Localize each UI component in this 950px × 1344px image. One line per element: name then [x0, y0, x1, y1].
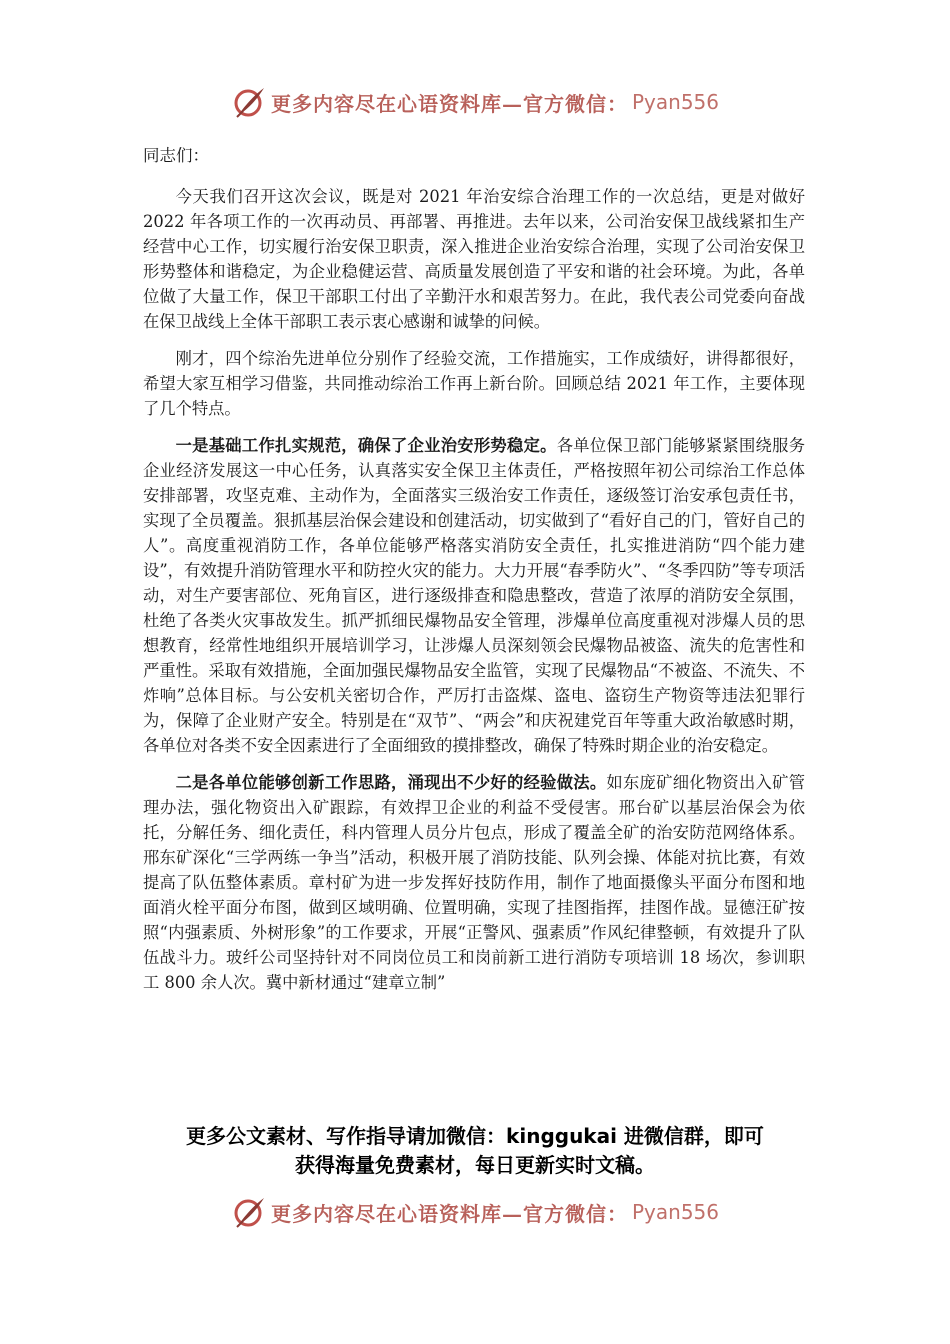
footer-banner-text: 更多内容尽在心语资料库—官方微信：	[270, 1201, 628, 1226]
header-banner-text: 更多内容尽在心语资料库—官方微信：	[270, 91, 628, 116]
header-banner	[0, 82, 950, 122]
footer-banner-wechat-id: Pyan556	[631, 1200, 719, 1224]
document-body	[143, 143, 805, 1007]
header-banner-wechat-id: Pyan556	[631, 90, 719, 114]
paragraph-2-text: 刚才，四个综治先进单位分别作了经验交流，工作措施实，工作成绩好，讲得都很好，希望大家互相学习借鉴，共同推动综治工作再上新台阶。回顾总结 2021 年工作，主要体现了几个特点。	[143, 349, 805, 418]
promo-line-2: 获得海量免费素材，每日更新实时文稿。	[295, 1153, 655, 1177]
promo-notice	[120, 1122, 830, 1180]
paragraph-3-lead: 一是基础工作扎实规范，确保了企业治安形势稳定。	[175, 436, 557, 455]
paragraph-4	[143, 770, 805, 995]
paragraph-3	[143, 433, 805, 758]
promo-line-1: 更多公文素材、写作指导请加微信：kinggukai 进微信群，即可	[186, 1124, 764, 1148]
paragraph-2	[143, 346, 805, 421]
salutation: 同志们：	[143, 146, 209, 165]
paragraph-3-text: 各单位保卫部门能够紧紧围绕服务企业经济发展这一中心任务，认真落实安全保卫主体责任，严格按照年初公司综治工作总体安排部署，攻坚克难、主动作为，全面落实三级治安工作责任，逐级签订治安承包责任书，实现了全员覆盖。狠抓基层治保会建设和创建活动，切实做到了“看好自己的门，管好自己的人”。高度重视消防工作，各单位能够严格落实消防安全责任，扎实推进消防“四个能力建设”，有效提升消防管理水平和防控火灾的能力。大力开展“春季防火”、“冬季四防”等专项活动，对生产要害部位、死角盲区，进行逐级排查和隐患整改，营造了浓厚的消防安全氛围，杜绝了各类火灾事故发生。抓严抓细民爆物品安全管理，涉爆单位高度重视对涉爆人员的思想教育，经常性地组织开展培训学习，让涉爆人员深刻领会民爆物品被盗、流失的危害性和严重性。采取有效措施，全面加强民爆物品安全监管，实现了民爆物品“不被盗、不流失、不炸响”总体目标。与公安机关密切合作，严厉打击盗煤、盗电、盗窃生产物资等违法犯罪行为，保障了企业财产安全。特别是在“双节”、“两会”和庆祝建党百年等重大政治敏感时期，各单位对各类不安全因素进行了全面细致的摸排整改，确保了特殊时期企业的治安稳定。	[143, 436, 805, 755]
paragraph-1	[143, 184, 805, 334]
paragraph-1-text: 今天我们召开这次会议，既是对 2021 年治安综合治理工作的一次总结，更是对做好 2022 年各项工作的一次再动员、再部署、再推进。去年以来，公司治安保卫战线紧扣生产经营中心工作，切实履行治安保卫职责，深入推进企业治安综合治理，实现了公司治安保卫形势整体和谐稳定，为企业稳健运营、高质量发展创造了平安和谐的社会环境。为此，各单位做了大量工作，保卫干部职工付出了辛勤汗水和艰苦努力。在此，我代表公司党委向奋战在保卫战线上全体干部职工表示衷心感谢和诚挚的问候。	[143, 187, 805, 331]
quill-logo-icon	[231, 84, 267, 120]
paragraph-4-lead: 二是各单位能够创新工作思路，涌现出不少好的经验做法。	[175, 773, 607, 792]
footer-banner	[0, 1192, 950, 1232]
quill-logo-icon	[231, 1194, 267, 1230]
paragraph-4-text: 如东庞矿细化物资出入矿管理办法，强化物资出入矿跟踪，有效捍卫企业的利益不受侵害。邢台矿以基层治保会为依托，分解任务、细化责任，科内管理人员分片包点，形成了覆盖全矿的治安防范网络体系。邢东矿深化“三学两练一争当”活动，积极开展了消防技能、队列会操、体能对抗比赛，有效提高了队伍整体素质。章村矿为进一步发挥好技防作用，制作了地面摄像头平面分布图和地面消火栓平面分布图，做到区域明确、位置明确，实现了挂图指挥，挂图作战。显德汪矿按照“内强素质、外树形象”的工作要求，开展“正警风、强素质”作风纪律整顿，有效提升了队伍战斗力。玻纤公司坚持针对不同岗位员工和岗前新工进行消防专项培训 18 场次，参训职工 800 余人次。冀中新材通过“建章立制”	[143, 773, 805, 992]
